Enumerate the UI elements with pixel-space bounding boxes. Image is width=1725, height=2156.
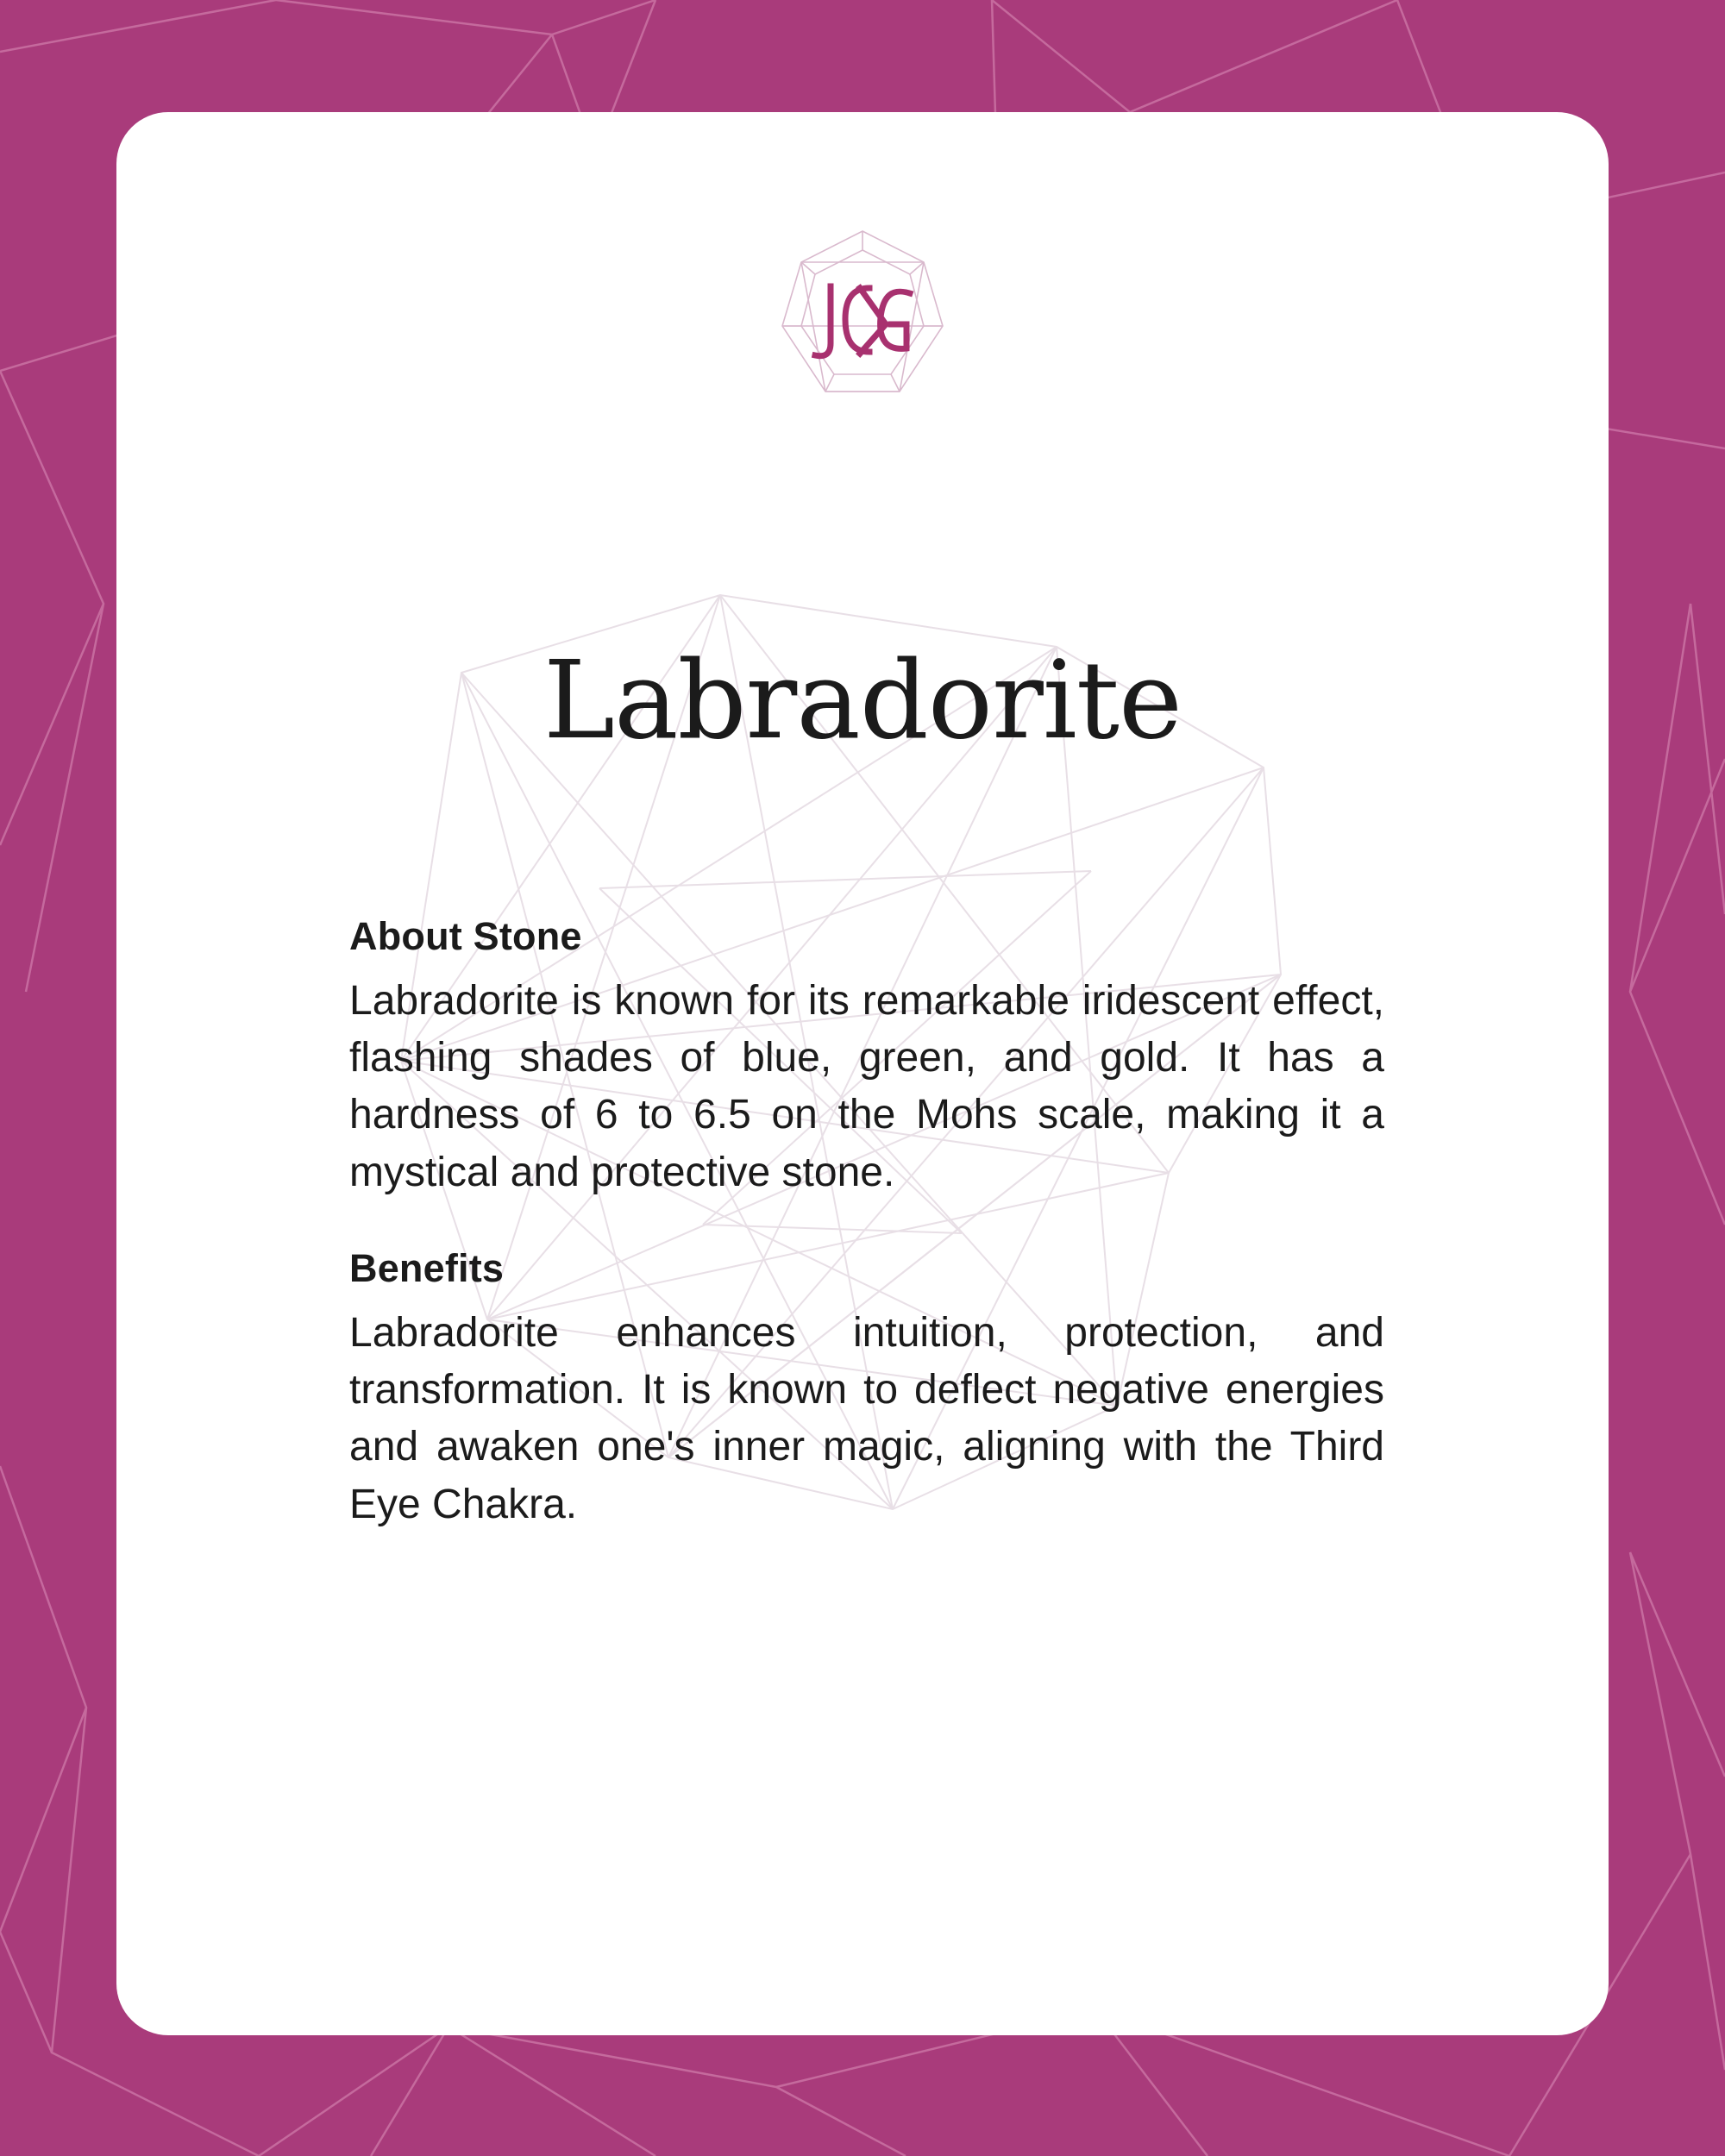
section-body-about-stone: Labradorite is known for its remarkable iridescent effect, flashing shades of blue, green, and gold. It has a hardness of 6 to 6.5 on the Mohs scale, making it a mystical and protective stone. <box>349 978 1384 1195</box>
jcg-gemstone-logo <box>755 224 970 414</box>
content-card <box>116 112 1609 2035</box>
page-title: Labradorite <box>543 637 1182 763</box>
section-body-benefits: Labradorite enhances intuition, protection, and transformation. It is known to deflect negative energies and awaken one's inner magic, aligning with the Third Eye Chakra. <box>349 1309 1384 1527</box>
content-body <box>349 914 1384 1533</box>
section-heading-benefits: Benefits <box>349 1245 505 1290</box>
section-heading-about-stone: About Stone <box>349 914 582 958</box>
